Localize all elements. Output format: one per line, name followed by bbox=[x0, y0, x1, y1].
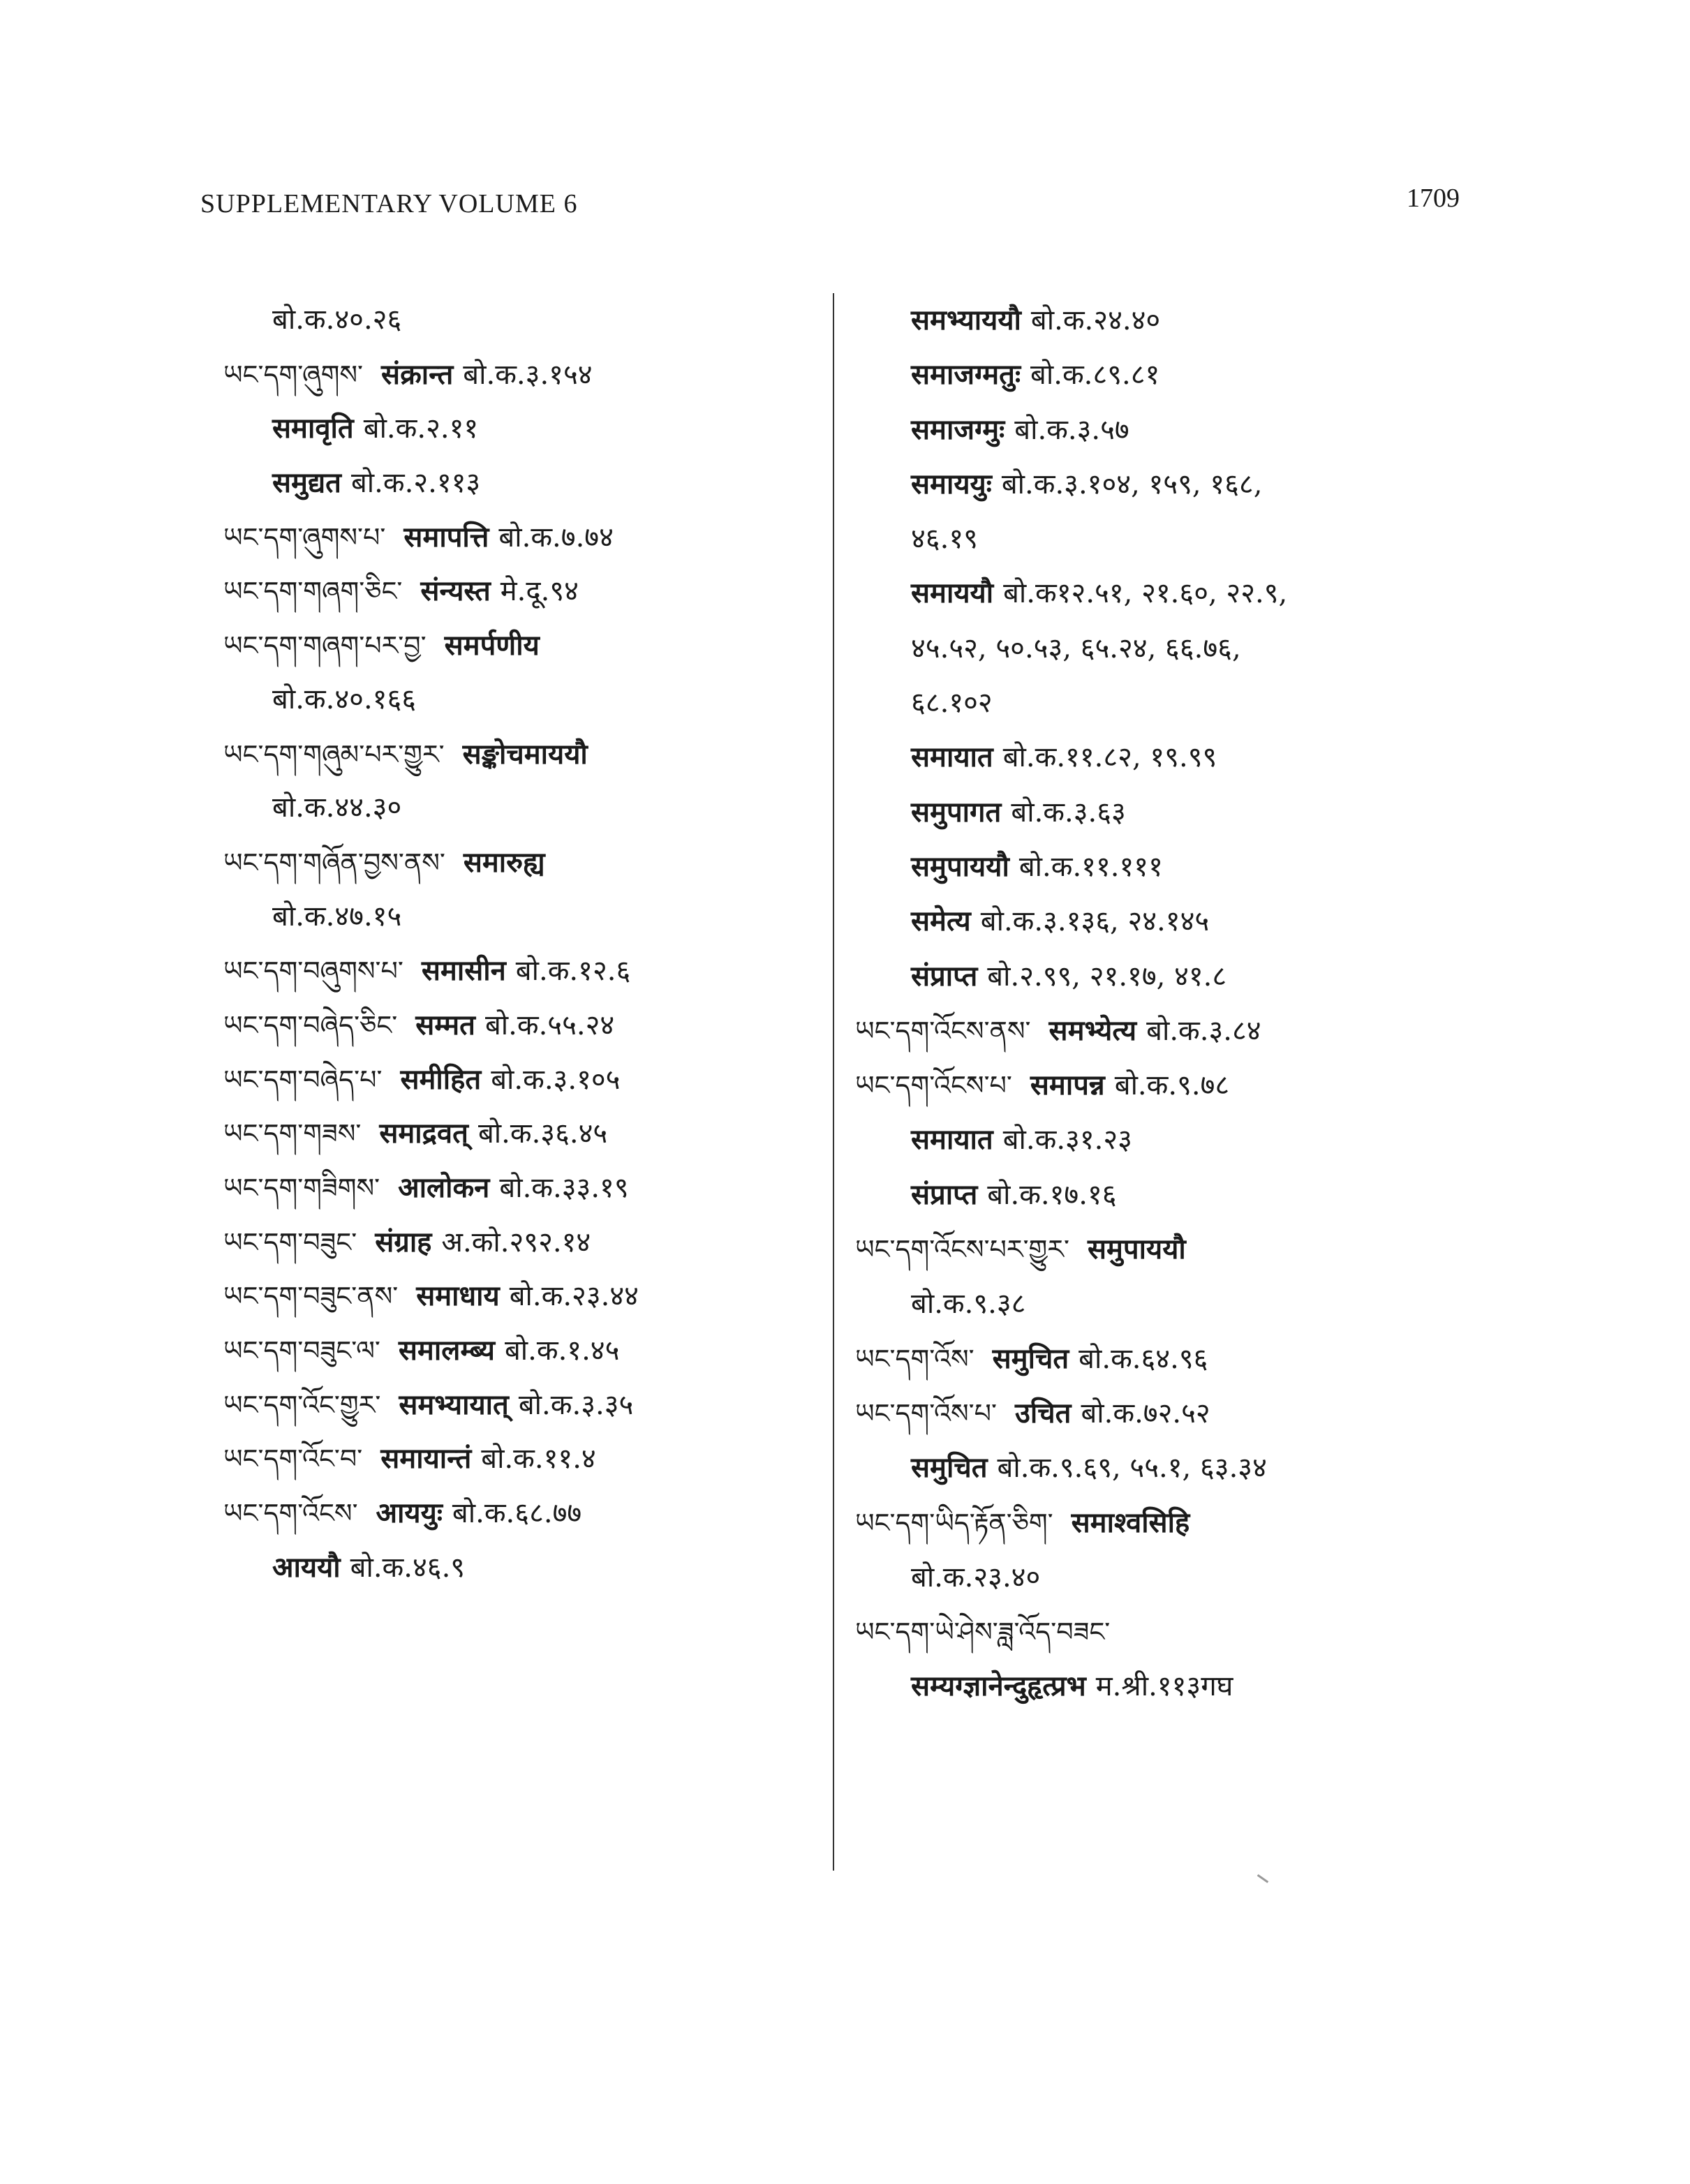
dictionary-entry bbox=[855, 1386, 1469, 1441]
tibetan-headword: ཡང་དག་བཟུང་ནས་ bbox=[223, 1281, 399, 1312]
dictionary-entry bbox=[223, 835, 817, 890]
dictionary-entry bbox=[223, 564, 817, 618]
tibetan-headword: ཡང་དག་ཞུགས་ bbox=[223, 359, 364, 390]
source-reference: बो.क.३.१५४ bbox=[463, 358, 593, 391]
sanskrit-equivalent: समाययौ bbox=[911, 577, 994, 610]
tibetan-headword: ཡང་དག་གཟས་ bbox=[223, 1118, 362, 1150]
sanskrit-equivalent: समुचित bbox=[992, 1342, 1069, 1375]
source-reference: बो.क.७२.५२ bbox=[1081, 1397, 1210, 1429]
source-reference: म.श्री.११३गघ bbox=[1095, 1670, 1233, 1703]
source-reference: बो.क.२.११ bbox=[363, 413, 479, 445]
tibetan-headword: ཡང་དག་བཟུང་ལ་ bbox=[223, 1335, 380, 1367]
dictionary-entry bbox=[223, 1106, 817, 1161]
dictionary-entry bbox=[855, 457, 1469, 512]
source-reference: ४६.१९ bbox=[911, 523, 978, 556]
right-column bbox=[855, 293, 1469, 1714]
sanskrit-equivalent: समापत्ति bbox=[403, 520, 489, 554]
sanskrit-equivalent: समालम्ब्य bbox=[398, 1334, 495, 1367]
source-reference: बो.क१२.५१, २१.६०, २२.९, bbox=[1003, 577, 1288, 610]
dictionary-entry bbox=[855, 566, 1469, 621]
source-reference: बो.क.९.७८ bbox=[1114, 1069, 1230, 1102]
source-reference: बो.क.३.१०५ bbox=[491, 1063, 621, 1096]
sanskrit-equivalent: समासीन bbox=[421, 954, 506, 988]
dictionary-entry bbox=[855, 1277, 1469, 1331]
sanskrit-equivalent: समभ्येत्य bbox=[1048, 1013, 1137, 1047]
dictionary-entry bbox=[223, 401, 817, 456]
dictionary-entry bbox=[223, 1161, 817, 1215]
sanskrit-equivalent: संप्राप्त bbox=[911, 959, 978, 993]
sanskrit-equivalent: समाश्वसिहि bbox=[1071, 1506, 1190, 1539]
dictionary-entry bbox=[223, 781, 817, 835]
tibetan-headword: ཡང་དག་བཞུགས་པ་ bbox=[223, 956, 403, 987]
sanskrit-equivalent: समाजग्मतुः bbox=[911, 358, 1021, 392]
tibetan-headword: ཡང་དག་འོངས་ནས་ bbox=[855, 1015, 1031, 1046]
source-reference: बो.क.५५.२४ bbox=[484, 1009, 615, 1041]
source-reference: बो.क.४०.२६ bbox=[272, 304, 402, 336]
sanskrit-equivalent: समीहित bbox=[400, 1062, 482, 1096]
source-reference: बो.क.३.१३६, २४.१४५ bbox=[980, 905, 1210, 938]
source-reference: बो.क.११.४ bbox=[481, 1443, 596, 1476]
tibetan-headword: ཡང་དག་འོང་གྱུར་ bbox=[223, 1389, 381, 1420]
source-reference: मे.दू.९४ bbox=[500, 575, 579, 608]
dictionary-entry bbox=[223, 998, 817, 1053]
tibetan-headword: ཡང་དག་འོང་བ་ bbox=[223, 1443, 363, 1475]
sanskrit-equivalent: संक्रान्त bbox=[381, 357, 454, 391]
dictionary-entry bbox=[855, 1332, 1469, 1386]
tibetan-headword: ཡང་དག་གཞག་པར་བྱ་ bbox=[223, 630, 427, 662]
sanskrit-equivalent: उचित bbox=[1014, 1396, 1072, 1429]
sanskrit-equivalent: समाजग्मुः bbox=[911, 413, 1005, 446]
tibetan-headword: ཡང་དག་ཞུགས་པ་ bbox=[223, 521, 386, 553]
dictionary-entry bbox=[223, 890, 817, 944]
sanskrit-equivalent: संन्यस्त bbox=[420, 574, 491, 608]
dictionary-entry bbox=[223, 1378, 817, 1432]
tibetan-headword: ཡང་དག་འོངས་པ་ bbox=[855, 1070, 1012, 1101]
dictionary-entry bbox=[223, 1215, 817, 1270]
sanskrit-equivalent: समायात bbox=[911, 741, 993, 774]
dictionary-entry bbox=[223, 1323, 817, 1378]
dictionary-entry bbox=[855, 1168, 1469, 1222]
tibetan-headword: ཡང་དག་བཞེད་པ་ bbox=[223, 1064, 383, 1095]
dictionary-entry bbox=[223, 293, 817, 348]
source-reference: बो.क.४०.१६६ bbox=[272, 683, 417, 715]
tibetan-headword: ཡང་དག་གཞོན་བྱས་ནས་ bbox=[223, 847, 445, 878]
source-reference: बो.क.८९.८१ bbox=[1030, 359, 1160, 392]
dictionary-entry bbox=[223, 1540, 817, 1595]
sanskrit-equivalent: सम्यग्ज्ञानेन्दुहृत्प्रभ bbox=[911, 1670, 1086, 1703]
sanskrit-equivalent: समुपाययौ bbox=[911, 849, 1009, 883]
dictionary-entry bbox=[855, 1441, 1469, 1495]
sanskrit-equivalent: समुचित bbox=[911, 1451, 988, 1485]
sanskrit-equivalent: सम्मत bbox=[415, 1008, 475, 1041]
sanskrit-equivalent: समुपाययौ bbox=[1087, 1233, 1186, 1266]
dictionary-entry bbox=[855, 840, 1469, 894]
source-reference: बो.क.१.४५ bbox=[504, 1335, 620, 1367]
source-reference: बो.क.३.१०४, १५९, १६८, bbox=[1001, 468, 1263, 500]
source-reference: बो.क.११.१११ bbox=[1018, 850, 1163, 883]
dictionary-entry bbox=[223, 618, 817, 673]
dictionary-entry bbox=[855, 1222, 1469, 1277]
sanskrit-equivalent: समापन्न bbox=[1030, 1069, 1105, 1102]
source-reference: बो.क.३१.२३ bbox=[1002, 1124, 1132, 1157]
dictionary-entry bbox=[855, 1605, 1469, 1659]
tibetan-headword: ཡང་དག་གཞག་ཅིང་ bbox=[223, 576, 403, 607]
sanskrit-equivalent: समेत्य bbox=[911, 905, 971, 938]
tibetan-headword: ཡང་དག་འོས་ bbox=[855, 1343, 974, 1374]
sanskrit-equivalent: समायान्तं bbox=[380, 1442, 472, 1476]
source-reference: बो.क.२३.४० bbox=[911, 1561, 1041, 1594]
sanskrit-equivalent: आययुः bbox=[376, 1496, 443, 1530]
scan-mark bbox=[1257, 1874, 1268, 1883]
dictionary-entry bbox=[223, 1432, 817, 1486]
running-header: SUPPLEMENTARY VOLUME 6 bbox=[200, 189, 578, 218]
source-reference: बो.क.१२.६ bbox=[515, 955, 631, 988]
sanskrit-equivalent: समाद्रवत् bbox=[379, 1117, 468, 1150]
sanskrit-equivalent: समायात bbox=[911, 1123, 993, 1157]
source-reference: बो.क.१७.१६ bbox=[987, 1178, 1117, 1211]
source-reference: अ.को.२९२.१४ bbox=[441, 1226, 591, 1258]
tibetan-headword: ཡང་དག་གཞུམ་པར་གྱུར་ bbox=[223, 738, 445, 770]
dictionary-entry bbox=[855, 512, 1469, 566]
source-reference: बो.क.४६.९ bbox=[350, 1551, 466, 1584]
dictionary-entry bbox=[223, 1269, 817, 1323]
sanskrit-equivalent: संप्राप्त bbox=[911, 1178, 978, 1211]
dictionary-entry bbox=[223, 1486, 817, 1540]
source-reference: बो.२.९९, २१.१७, ४१.८ bbox=[987, 960, 1227, 993]
dictionary-entry bbox=[223, 348, 817, 402]
dictionary-entry bbox=[855, 676, 1469, 730]
tibetan-headword: ཡང་དག་འོས་པ་ bbox=[855, 1397, 997, 1429]
source-reference: बो.क.४७.१५ bbox=[272, 900, 402, 933]
dictionary-entry bbox=[223, 1053, 817, 1107]
source-reference: बो.क.३.६३ bbox=[1011, 796, 1126, 829]
sanskrit-equivalent: संग्राह bbox=[375, 1225, 432, 1258]
source-reference: बो.क.३.५७ bbox=[1014, 413, 1129, 446]
dictionary-entry bbox=[855, 1496, 1469, 1550]
tibetan-headword: ཡང་དག་འོངས་པར་གྱུར་ bbox=[855, 1234, 1069, 1265]
source-reference: बो.क.३३.१९ bbox=[499, 1172, 629, 1204]
dictionary-entry bbox=[855, 1550, 1469, 1605]
dictionary-entry bbox=[855, 949, 1469, 1004]
sanskrit-equivalent: समारुह्य bbox=[463, 845, 545, 879]
sanskrit-equivalent: आययौ bbox=[272, 1550, 341, 1584]
sanskrit-equivalent: आलोकन bbox=[398, 1171, 490, 1204]
sanskrit-equivalent: समाययुः bbox=[911, 467, 992, 500]
dictionary-entry bbox=[223, 727, 817, 782]
tibetan-headword: ཡང་དག་འོངས་ bbox=[223, 1498, 358, 1529]
dictionary-entry bbox=[855, 1058, 1469, 1113]
source-reference: बो.क.६८.७७ bbox=[452, 1497, 582, 1530]
source-reference: बो.क.४४.३० bbox=[272, 792, 402, 824]
dictionary-entry bbox=[855, 403, 1469, 457]
sanskrit-equivalent: समाधाय bbox=[416, 1279, 500, 1313]
source-reference: बो.क.९.३८ bbox=[911, 1288, 1026, 1321]
source-reference: बो.क.२४.४० bbox=[1030, 304, 1161, 336]
source-reference: ४५.५२, ५०.५३, ६५.२४, ६६.७६, bbox=[911, 632, 1241, 664]
dictionary-entry bbox=[855, 894, 1469, 949]
dictionary-entry bbox=[223, 673, 817, 727]
column-divider bbox=[833, 293, 834, 1871]
tibetan-headword: ཡང་དག་གཟིགས་ bbox=[223, 1173, 380, 1203]
sanskrit-equivalent: समुद्यत bbox=[272, 466, 341, 500]
source-reference: बो.क.२३.४४ bbox=[509, 1280, 639, 1313]
source-reference: बो.क.३.३५ bbox=[518, 1388, 634, 1421]
tibetan-headword: ཡང་དག་བཞེད་ཅིང་ bbox=[223, 1009, 398, 1041]
page-number: 1709 bbox=[1407, 184, 1460, 213]
sanskrit-equivalent: समभ्याययौ bbox=[911, 304, 1021, 336]
dictionary-entry bbox=[855, 1113, 1469, 1167]
source-reference: बो.क.२.११३ bbox=[350, 467, 481, 500]
sanskrit-equivalent: समुपागत bbox=[911, 795, 1002, 829]
dictionary-entry bbox=[855, 1004, 1469, 1058]
dictionary-entry bbox=[855, 730, 1469, 785]
dictionary-entry bbox=[855, 293, 1469, 348]
dictionary-entry bbox=[223, 510, 817, 565]
source-reference: बो.क.३६.४५ bbox=[477, 1117, 608, 1150]
dictionary-entry bbox=[855, 348, 1469, 402]
source-reference: बो.क.३.८४ bbox=[1146, 1014, 1261, 1047]
sanskrit-equivalent: समावृति bbox=[272, 412, 354, 445]
left-column bbox=[223, 293, 817, 1595]
sanskrit-equivalent: समभ्यायात् bbox=[399, 1388, 509, 1421]
tibetan-headword: ཡང་དག་བཟུང་ bbox=[223, 1226, 357, 1258]
dictionary-entry bbox=[855, 785, 1469, 840]
tibetan-headword: ཡང་དག་ཡིད་རྟོན་ཅིག་ bbox=[855, 1507, 1053, 1538]
sanskrit-equivalent: सङ्कोचमाययौ bbox=[462, 737, 588, 771]
dictionary-entry bbox=[855, 1659, 1469, 1714]
sanskrit-equivalent: समर्पणीय bbox=[444, 629, 540, 662]
source-reference: बो.क.७.७४ bbox=[498, 521, 614, 554]
source-reference: बो.क.११.८२, १९.९९ bbox=[1002, 741, 1217, 774]
tibetan-headword: ཡང་དག་ཡེ་ཤེས་ཟླ་འོད་བཟང་ bbox=[855, 1617, 1111, 1648]
source-reference: बो.क.६४.९६ bbox=[1079, 1342, 1208, 1375]
dictionary-entry bbox=[223, 944, 817, 998]
dictionary-entry bbox=[855, 621, 1469, 676]
dictionary-entry bbox=[223, 456, 817, 510]
source-reference: ६८.१०२ bbox=[911, 687, 993, 720]
source-reference: बो.क.९.६९, ५५.१, ६३.३४ bbox=[997, 1452, 1267, 1485]
